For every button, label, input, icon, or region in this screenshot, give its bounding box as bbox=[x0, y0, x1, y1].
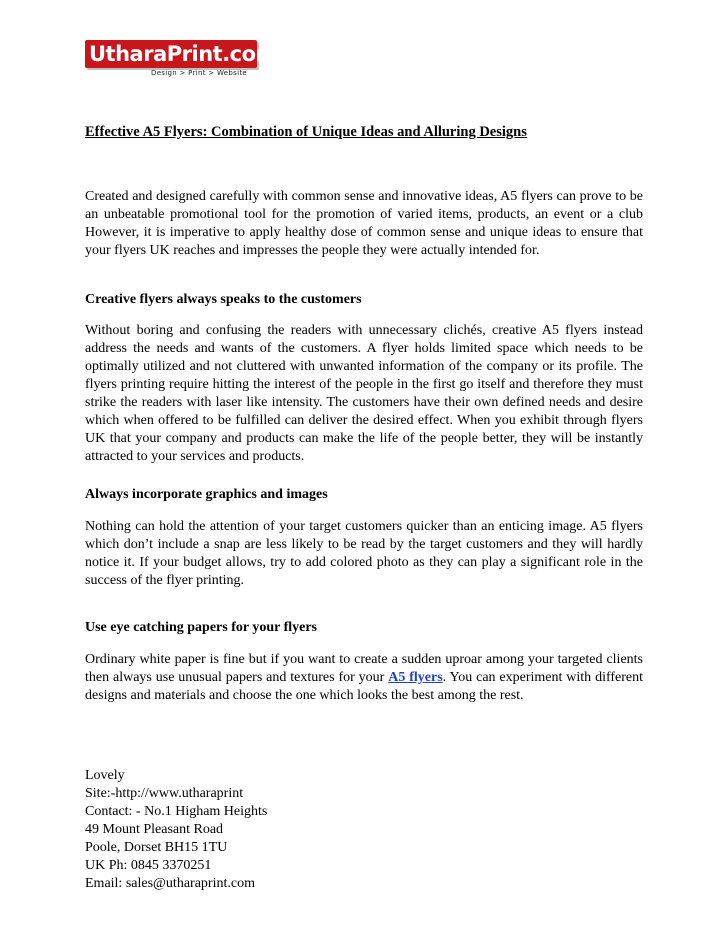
section-body-papers bbox=[85, 651, 643, 705]
logo-wordmark bbox=[89, 41, 277, 67]
a5-flyers-link[interactable]: A5 flyers bbox=[388, 670, 443, 685]
contact-line-site: Site:-http://www.utharaprint bbox=[85, 786, 244, 801]
logo-banner bbox=[85, 40, 277, 68]
section-heading-papers: Use eye catching papers for your flyers bbox=[85, 620, 317, 635]
contact-line-email: Email: sales@utharaprint.com bbox=[85, 876, 255, 891]
contact-line-address1: Contact: - No.1 Higham Heights bbox=[85, 804, 268, 819]
logo-word-com: .com bbox=[222, 42, 277, 66]
contact-line-address2: 49 Mount Pleasant Road bbox=[85, 822, 224, 837]
contact-line-name: Lovely bbox=[85, 768, 125, 783]
section-body-creative: Without boring and confusing the readers with unnecessary clichés, creative A5 flyers instead address the needs and wants of the customers. A flyer holds limited space which needs to be optimally utilized and not cluttered with unwanted information of the company or its profile. The flyers printing require hitting the interest of the people in the first go itself and therefore they must strike the readers with laser like intensity. The customers have their own defined needs and desire which when offered to be fulfilled can deliver the desired effect. When you exhibit through flyers UK that your company and products can make the life of the people better, they will be instantly attracted to your services and products. bbox=[85, 323, 643, 464]
logo-word-print: Print bbox=[166, 42, 223, 66]
papers-text-before-link: Ordinary white paper is fine but if you want to create a sudden uproar among your targeted clients then always use unusual papers and textures for your bbox=[85, 652, 643, 685]
section-heading-graphics: Always incorporate graphics and images bbox=[85, 487, 328, 502]
logo-word-uthara: Uthara bbox=[89, 42, 167, 66]
contact-line-phone: UK Ph: 0845 3370251 bbox=[85, 858, 212, 873]
utharaprint-logo bbox=[85, 40, 277, 80]
logo-tagline: Design > Print > Website bbox=[151, 69, 248, 77]
section-heading-creative: Creative flyers always speaks to the customers bbox=[85, 292, 362, 307]
contact-line-address3: Poole, Dorset BH15 1TU bbox=[85, 840, 228, 855]
contact-block bbox=[85, 767, 267, 893]
intro-paragraph: Created and designed carefully with common sense and innovative ideas, A5 flyers can prove to be an unbeatable promotional tool for the promotion of varied items, products, an event or a club However, it is imperative to apply healthy dose of common sense and unique ideas to ensure that your flyers UK reaches and impresses the people they were actually intended for. bbox=[85, 189, 643, 258]
section-body-graphics: Nothing can hold the attention of your target customers quicker than an enticing image. A5 flyers which don’t include a snap are less likely to be read by the target customers and they will hardly notice it. If your budget allows, try to add colored photo as they can play a significant role in the success of the flyer printing. bbox=[85, 519, 643, 588]
papers-text-after-link: . You can experiment with different designs and materials and choose the one which looks the best among the rest. bbox=[85, 670, 644, 703]
article-title: Effective A5 Flyers: Combination of Unique Ideas and Alluring Designs bbox=[85, 124, 527, 140]
